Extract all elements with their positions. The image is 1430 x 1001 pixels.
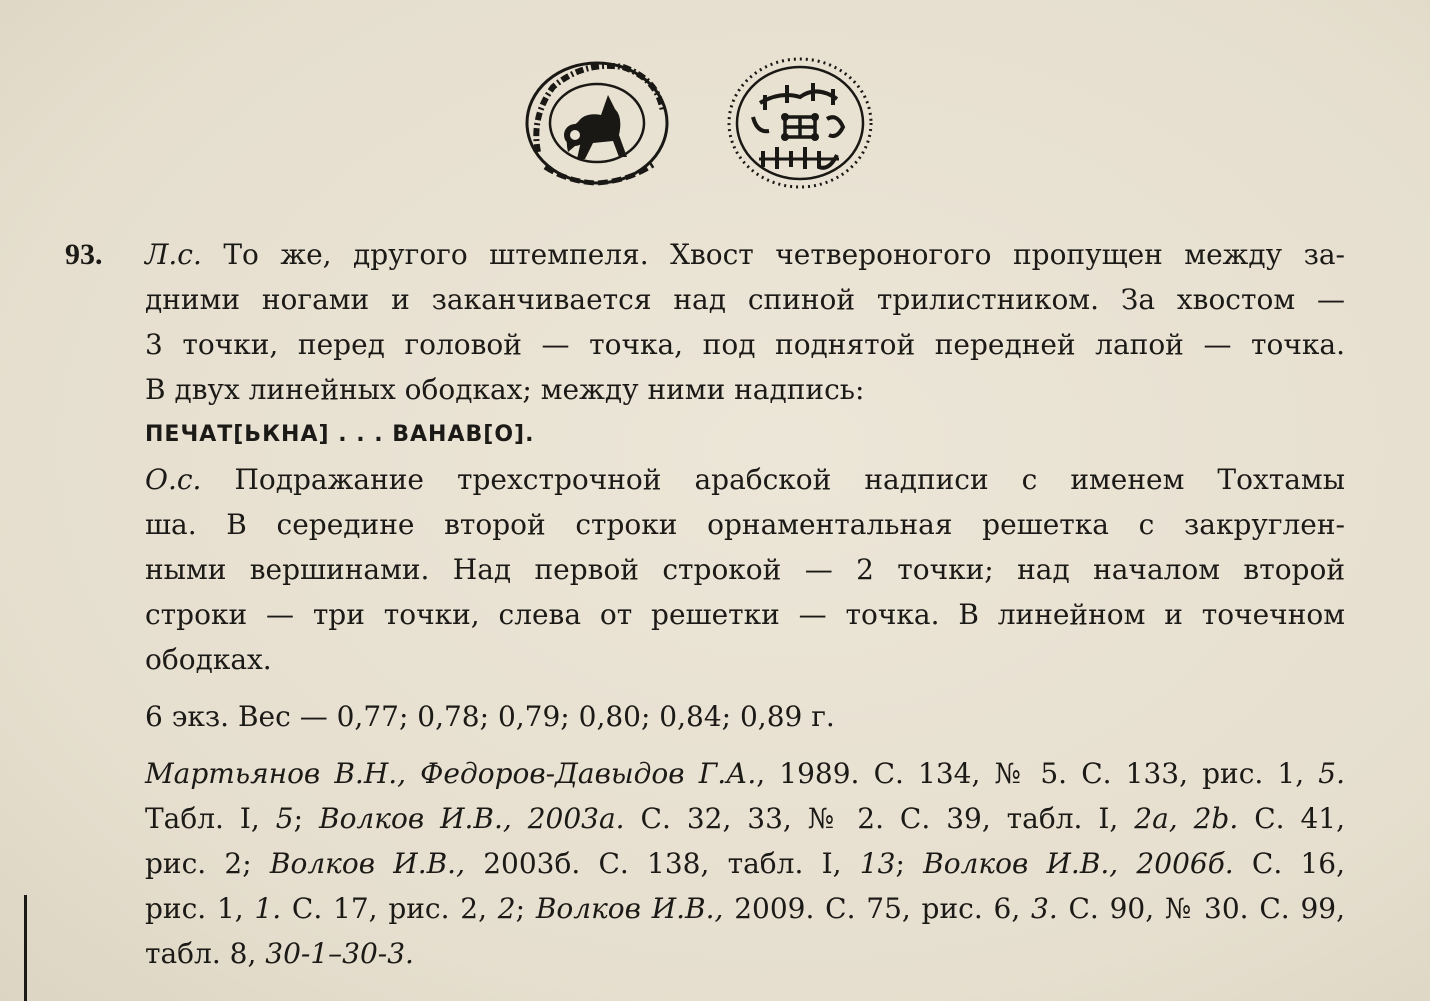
refs-line-1: Мартьянов В.Н., Федоров-Давыдов Г.А., 1989. С. 134, № 5. С. 133, рис. 1, 5. <box>145 757 1345 790</box>
obverse-line-4: В двух линейных ободках; между ними надпись: <box>145 373 865 406</box>
refs-line-3: рис. 2; Волков И.В., 2003б. С. 138, табл. I, 13; Волков И.В., 2006б. С. 16, <box>145 847 1346 880</box>
refs-line-2: Табл. I, 5; Волков И.В., 2003а. С. 32, 33, № 2. С. 39, табл. I, 2а, 2b. С. 41, <box>145 802 1346 835</box>
reverse-line-4: строки — три точки, слева от решетки — точка. В линейном и точечном <box>145 598 1345 631</box>
reverse-label: О.с. <box>145 463 202 496</box>
catalog-entry <box>65 232 1345 976</box>
reverse-line-5: ободках. <box>145 643 272 676</box>
refs-line-5: табл. 8, 30-1–30-3. <box>145 937 414 970</box>
refs-line-4: рис. 1, 1. С. 17, рис. 2, 2; Волков И.В., 2009. С. 75, рис. 6, 3. С. 90, № 30. С. 99, <box>145 892 1345 925</box>
obverse-line-1: Л.с. То же, другого штемпеля. Хвост четвероногого пропущен между за- <box>145 238 1345 271</box>
obverse-label: Л.с. <box>145 238 202 271</box>
entry-body <box>145 232 1345 976</box>
coin-reverse-image <box>725 55 875 191</box>
weights-line: 6 экз. Вес — 0,77; 0,78; 0,79; 0,80; 0,84; 0,89 г. <box>145 700 835 733</box>
margin-rule <box>24 895 27 1001</box>
bleed-through-text <box>70 0 1340 44</box>
coin-illustrations <box>515 55 885 195</box>
reverse-line-2: ша. В середине второй строки орнаментальная решетка с закруглен- <box>145 508 1345 541</box>
obverse-line-3: 3 точки, перед головой — точка, под поднятой передней лапой — точка. <box>145 328 1345 361</box>
obverse-inscription: ПЕЧАТ[ЬКНА] . . . ВАНАВ[О]. <box>145 422 535 447</box>
reverse-line-1: О.с. Подражание трехстрочной арабской надписи с именем Тохтамы <box>145 463 1346 496</box>
reverse-line-3: ными вершинами. Над первой строкой — 2 точки; над началом второй <box>145 553 1345 586</box>
entry-number: 93. <box>65 238 103 271</box>
coin-obverse-image <box>523 57 671 187</box>
obverse-line-2: дними ногами и заканчивается над спиной трилистником. За хвостом — <box>145 283 1345 316</box>
